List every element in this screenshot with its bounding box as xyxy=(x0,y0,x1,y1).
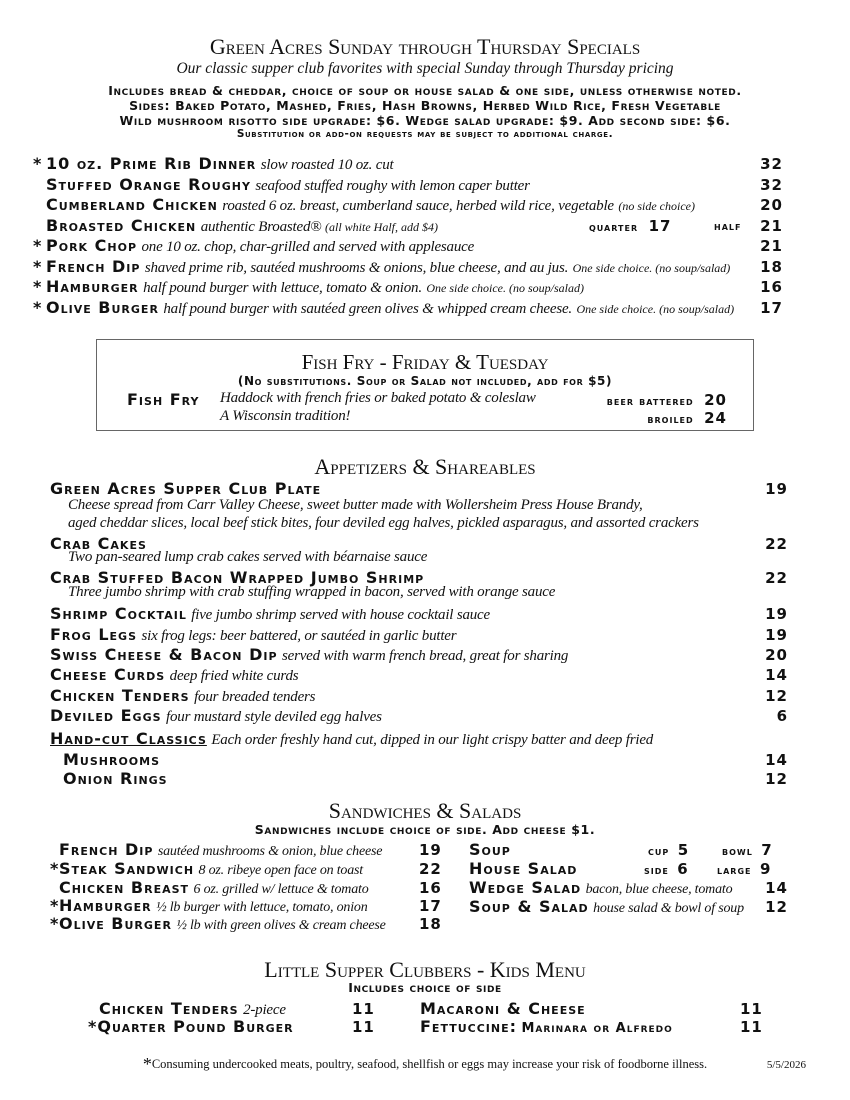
undercooked-mark: * xyxy=(33,154,42,173)
special-item xyxy=(33,277,584,297)
sandwich-item xyxy=(50,859,363,879)
item-name: 10 oz. Prime Rib Dinner xyxy=(46,154,257,173)
specials-note-3: Wild mushroom risotto side upgrade: $6. Wedge salad upgrade: $9. Add second side: $6. xyxy=(119,113,731,128)
item-desc: six frog legs: beer battered, or sautéed in garlic butter xyxy=(141,628,457,644)
fish-fry-opt2-label: broiled xyxy=(647,412,694,426)
special-item xyxy=(33,216,438,236)
crab-desc: Two pan-seared lump crab cakes served with béarnaise sauce xyxy=(68,549,428,565)
item-name: Crab Stuffed Bacon Wrapped Jumbo Shrimp xyxy=(50,568,425,587)
handcut-item-name: Mushrooms xyxy=(63,750,161,769)
kids-tenders-desc: 2-piece xyxy=(243,1002,286,1018)
item-name: Deviled Eggs xyxy=(50,706,162,725)
soup-salad-price: 12 xyxy=(765,898,788,916)
item-price: 20 xyxy=(765,646,788,664)
item-desc: four breaded tenders xyxy=(194,689,316,705)
kids-mac-name: Macaroni & Cheese xyxy=(420,999,586,1018)
appetizer-item xyxy=(50,625,456,645)
special-item xyxy=(33,236,474,256)
soup-l2: bowl xyxy=(722,844,753,858)
item-price: 21 xyxy=(760,217,783,235)
fish-fry-opt2-price: 24 xyxy=(704,409,727,427)
specials-subtitle: Our classic supper club favorites with special Sunday through Thursday pricing xyxy=(176,60,674,77)
item-name: Olive Burger xyxy=(46,298,159,317)
kids-tenders-price: 11 xyxy=(352,1000,375,1018)
footer-date: 5/5/2026 xyxy=(766,1059,806,1071)
undercooked-mark: * xyxy=(33,257,42,276)
item-name: Shrimp Cocktail xyxy=(50,604,187,623)
undercooked-mark: * xyxy=(50,896,59,915)
kids-fett-name: Fettuccine: xyxy=(420,1017,517,1036)
item-name: Pork Chop xyxy=(46,236,138,255)
soup-salad-desc: house salad & bowl of soup xyxy=(593,901,744,916)
undercooked-mark: * xyxy=(33,298,42,317)
item-name: French Dip xyxy=(46,257,141,276)
kids-fett-price: 11 xyxy=(740,1018,763,1036)
fish-fry-box xyxy=(96,339,754,431)
item-note: (no side choice) xyxy=(618,199,695,213)
item-name: Cheese Curds xyxy=(50,665,166,684)
item-price: 19 xyxy=(419,841,442,859)
item-name: Crab Cakes xyxy=(50,534,147,553)
item-desc: sautéed mushrooms & onion, blue cheese xyxy=(157,844,383,859)
sandwiches-title: Sandwiches & Salads xyxy=(328,798,522,823)
house-salad-name: House Salad xyxy=(469,859,578,878)
handcut-item-price: 12 xyxy=(765,770,788,788)
sandwich-item xyxy=(50,914,386,934)
sandwich-item xyxy=(50,896,368,916)
broasted-half xyxy=(714,217,741,235)
item-desc: served with warm french bread, great for sharing xyxy=(281,648,569,664)
item-desc: slow roasted 10 oz. cut xyxy=(260,157,394,173)
item-name: Green Acres Supper Club Plate xyxy=(50,479,322,498)
kids-fett-desc: Marinara or Alfredo xyxy=(521,1021,673,1036)
special-item xyxy=(33,257,730,277)
kids-burger-name: *Quarter Pound Burger xyxy=(88,1017,294,1036)
item-price: 32 xyxy=(760,176,783,194)
item-desc: half pound burger with sautéed green olives & whipped cream cheese. xyxy=(163,301,572,317)
soup-name: Soup xyxy=(469,840,511,859)
kids-title: Little Supper Clubbers - Kids Menu xyxy=(264,957,586,982)
item-desc: ½ lb with green olives & cream cheese xyxy=(176,918,386,933)
fish-fry-name: Fish Fry xyxy=(127,390,200,409)
shrimp-desc: Three jumbo shrimp with crab stuffing wrapped in bacon, served with orange sauce xyxy=(68,584,556,600)
specials-note-2: Sides: Baked Potato, Mashed, Fries, Hash Browns, Herbed Wild Rice, Fresh Vegetable xyxy=(129,98,721,113)
item-desc: seafood stuffed roughy with lemon caper butter xyxy=(255,178,530,194)
half-label: half xyxy=(714,219,742,233)
item-price: 14 xyxy=(765,666,788,684)
item-desc: 6 oz. grilled w/ lettuce & tomato xyxy=(193,882,369,897)
item-name: French Dip xyxy=(59,840,154,859)
special-item xyxy=(33,175,530,195)
item-price: 20 xyxy=(760,196,783,214)
soup-l1: cup xyxy=(648,844,670,858)
item-name: Broasted Chicken xyxy=(46,216,197,235)
item-price: 18 xyxy=(419,915,442,933)
item-price: 32 xyxy=(760,155,783,173)
item-price: 12 xyxy=(765,687,788,705)
plate-desc-1: Cheese spread from Carr Valley Cheese, sweet butter made with Wollersheim Press House Brandy, xyxy=(68,497,643,513)
appetizer-item xyxy=(50,479,321,499)
item-name: Cumberland Chicken xyxy=(46,195,218,214)
item-name: Swiss Cheese & Bacon Dip xyxy=(50,645,278,664)
item-desc: shaved prime rib, sautéed mushrooms & onions, blue cheese, and au jus. xyxy=(144,260,569,276)
appetizer-item xyxy=(50,645,568,665)
item-desc: four mustard style deviled egg halves xyxy=(166,709,382,725)
special-item xyxy=(33,154,394,174)
item-name: Hamburger xyxy=(59,896,152,915)
quarter-price: 17 xyxy=(648,217,672,235)
item-name: Steak Sandwich xyxy=(59,859,195,878)
fish-fry-desc-2: A Wisconsin tradition! xyxy=(220,408,351,424)
soup-p1: 5 xyxy=(677,841,690,859)
wedge-name: Wedge Salad xyxy=(469,878,582,897)
handcut-item-name: Onion Rings xyxy=(63,769,168,788)
item-desc: five jumbo shrimp served with house cocktail sauce xyxy=(191,607,490,623)
fish-fry-title: Fish Fry - Friday & Tuesday xyxy=(301,350,549,374)
quarter-label: quarter xyxy=(589,220,639,234)
undercooked-mark: * xyxy=(50,859,59,878)
item-desc: authentic Broasted® xyxy=(200,219,326,235)
item-desc: one 10 oz. chop, char-grilled and served with applesauce xyxy=(141,239,475,255)
undercooked-mark: * xyxy=(33,236,42,255)
appetizers-title: Appetizers & Shareables xyxy=(314,454,536,479)
handcut-item-price: 14 xyxy=(765,751,788,769)
item-price: 6 xyxy=(776,707,788,725)
appetizer-item xyxy=(50,686,315,706)
undercooked-mark: * xyxy=(50,914,59,933)
item-price: 17 xyxy=(760,299,783,317)
item-note: One side choice. (no soup/salad) xyxy=(426,281,584,295)
item-price: 18 xyxy=(760,258,783,276)
item-price: 16 xyxy=(419,879,442,897)
item-note: One side choice. (no soup/salad) xyxy=(572,261,731,275)
fish-fry-opt1-price: 20 xyxy=(704,391,727,409)
house-p1: 6 xyxy=(677,860,689,878)
item-note: (all white Half, add $4) xyxy=(325,220,439,234)
item-name: Hamburger xyxy=(46,277,139,296)
item-desc: half pound burger with lettuce, tomato & onion. xyxy=(143,280,422,296)
item-price: 19 xyxy=(765,626,788,644)
item-desc: ½ lb burger with lettuce, tomato, onion xyxy=(156,900,368,915)
special-item xyxy=(33,195,695,215)
undercooked-mark: * xyxy=(33,277,42,296)
house-l1: side xyxy=(644,863,669,877)
item-note: One side choice. (no soup/salad) xyxy=(576,302,735,316)
footer-disclaimer xyxy=(0,1054,850,1075)
sandwiches-note: Sandwiches include choice of side. Add cheese $1. xyxy=(254,822,596,837)
appetizer-item xyxy=(50,706,382,726)
fish-fry-opt1-label: beer battered xyxy=(606,394,694,408)
plate-desc-2: aged cheddar slices, local beef stick bites, four deviled egg halves, pickled asparagus, and assorted crackers xyxy=(68,515,699,531)
handcut-desc: Each order freshly hand cut, dipped in our light crispy batter and deep fried xyxy=(211,732,654,748)
broasted-quarter xyxy=(589,217,671,236)
kids-burger-price: 11 xyxy=(352,1018,375,1036)
footer-text: Consuming undercooked meats, poultry, seafood, shellfish or eggs may increase your risk of foodborne illness. xyxy=(151,1057,708,1071)
wedge-price: 14 xyxy=(765,879,788,897)
item-price: 19 xyxy=(765,605,788,623)
item-name: Frog Legs xyxy=(50,625,138,644)
specials-note-1: Includes bread & cheddar, choice of soup or house salad & one side, unless otherwise noted. xyxy=(108,83,742,98)
house-p2: 9 xyxy=(759,860,772,878)
soup-p2: 7 xyxy=(761,841,773,859)
item-price: 22 xyxy=(765,569,788,587)
kids-note: Includes choice of side xyxy=(348,980,502,995)
kids-mac-price: 11 xyxy=(740,1000,763,1018)
item-name: Stuffed Orange Roughy xyxy=(46,175,251,194)
item-price: 17 xyxy=(419,897,442,915)
item-desc: 8 oz. ribeye open face on toast xyxy=(198,863,363,878)
kids-tenders-name: Chicken Tenders xyxy=(99,999,239,1018)
item-price: 22 xyxy=(765,535,788,553)
item-desc: deep fried white curds xyxy=(169,668,299,684)
house-l2: large xyxy=(717,863,752,877)
item-name: Chicken Breast xyxy=(59,878,190,897)
specials-title: Green Acres Sunday through Thursday Specials xyxy=(209,34,641,59)
item-price: 22 xyxy=(419,860,442,878)
item-price: 16 xyxy=(760,278,783,296)
footer-asterisk: * xyxy=(142,1054,152,1074)
item-price: 21 xyxy=(760,237,783,255)
handcut-row xyxy=(50,729,653,749)
sandwich-item xyxy=(50,840,382,860)
sandwich-item xyxy=(50,878,369,898)
special-item xyxy=(33,298,734,318)
item-price: 19 xyxy=(765,480,788,498)
specials-note-small: Substitution or add-on requests may be subject to additional charge. xyxy=(236,128,614,140)
item-desc: roasted 6 oz. breast, cumberland sauce, herbed wild rice, vegetable xyxy=(222,198,614,214)
wedge-desc: bacon, blue cheese, tomato xyxy=(585,882,733,897)
appetizer-item xyxy=(50,665,298,685)
handcut-name: Hand-cut Classics xyxy=(50,729,207,748)
appetizer-item xyxy=(50,604,490,624)
item-name: Chicken Tenders xyxy=(50,686,190,705)
item-name: Olive Burger xyxy=(59,914,172,933)
fish-fry-desc-1: Haddock with french fries or baked potato & coleslaw xyxy=(220,390,536,406)
soup-salad-name: Soup & Salad xyxy=(469,897,589,916)
fish-fry-note: (No substitutions. Soup or Salad not included, add for $5) xyxy=(237,374,613,388)
